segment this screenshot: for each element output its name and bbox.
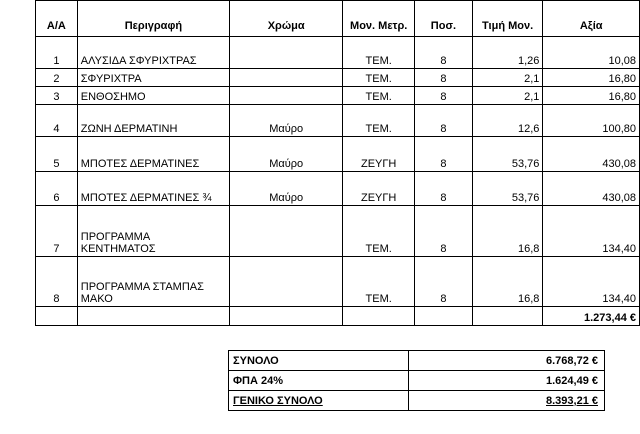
cell-color — [230, 37, 343, 69]
cell-description: ΣΦΥΡΙΧΤΡΑ — [77, 69, 229, 87]
description-line-2: ΚΕΝΤΗΜΑΤΟΣ — [80, 243, 156, 255]
cell-price: 1,26 — [472, 37, 543, 69]
cell-description — [77, 206, 229, 257]
cell-description: ΖΩΝΗ ΔΕΡΜΑΤΙΝΗ — [77, 105, 229, 137]
header-unit: Μον. Μετρ. — [343, 1, 415, 37]
cell-color — [230, 69, 343, 87]
cell-description — [77, 257, 229, 307]
cell-description: ΑΛΥΣΙΔΑ ΣΦΥΡΙΧΤΡΑΣ — [77, 37, 229, 69]
cell-qty: 8 — [415, 257, 473, 307]
total-empty-cell — [230, 307, 343, 326]
cell-unit: ΤΕΜ. — [343, 87, 415, 105]
subtotal-value: 6.768,72 € — [409, 351, 605, 371]
cell-color: Μαύρο — [230, 172, 343, 206]
cell-qty: 8 — [415, 172, 473, 206]
cell-price: 2,1 — [472, 69, 543, 87]
header-row — [36, 1, 640, 37]
header-description: Περιγραφή — [77, 1, 229, 37]
summary-row-vat — [229, 371, 605, 391]
header-price: Τιμή Μον. — [472, 1, 543, 37]
cell-qty: 8 — [415, 87, 473, 105]
total-empty-cell — [36, 307, 78, 326]
cell-aa: 1 — [36, 37, 78, 69]
total-row — [36, 307, 640, 326]
cell-qty: 8 — [415, 69, 473, 87]
cell-unit: ΤΕΜ. — [343, 37, 415, 69]
cell-price: 16,8 — [472, 206, 543, 257]
cell-color — [230, 257, 343, 307]
table-row — [36, 87, 640, 105]
cell-qty: 8 — [415, 105, 473, 137]
cell-qty: 8 — [415, 37, 473, 69]
table-row — [36, 257, 640, 307]
total-empty-cell — [472, 307, 543, 326]
cell-price: 16,8 — [472, 257, 543, 307]
cell-unit: ΤΕΜ. — [343, 257, 415, 307]
cell-value: 134,40 — [543, 206, 640, 257]
cell-aa: 3 — [36, 87, 78, 105]
cell-value: 16,80 — [543, 69, 640, 87]
cell-value: 430,08 — [543, 172, 640, 206]
table-row — [36, 105, 640, 137]
cell-color: Μαύρο — [230, 105, 343, 137]
cell-aa: 2 — [36, 69, 78, 87]
table-row — [36, 37, 640, 69]
cell-qty: 8 — [415, 206, 473, 257]
cell-unit: ΖΕΥΓΗ — [343, 172, 415, 206]
table-total-value: 1.273,44 € — [543, 307, 640, 326]
cell-description: ΕΝΘΟΣΗΜΟ — [77, 87, 229, 105]
grand-total-value: 8.393,21 € — [409, 391, 605, 411]
table-row — [36, 69, 640, 87]
total-empty-cell — [343, 307, 415, 326]
items-table — [35, 0, 640, 326]
description-line-2: ΜΑΚΟ — [80, 293, 113, 305]
cell-value: 100,80 — [543, 105, 640, 137]
table-row — [36, 137, 640, 172]
table-row — [36, 206, 640, 257]
table-row — [36, 172, 640, 206]
vat-label: ΦΠΑ 24% — [229, 371, 409, 391]
header-qty: Ποσ. — [415, 1, 473, 37]
total-empty-cell — [77, 307, 229, 326]
vat-value: 1.624,49 € — [409, 371, 605, 391]
cell-color: Μαύρο — [230, 137, 343, 172]
cell-price: 2,1 — [472, 87, 543, 105]
grand-total-label: ΓΕΝΙΚΟ ΣΥΝΟΛΟ — [229, 391, 409, 411]
header-value: Αξία — [543, 1, 640, 37]
cell-value: 10,08 — [543, 37, 640, 69]
description-line-1: ΠΡΟΓΡΑΜΜΑ — [80, 231, 151, 243]
cell-color — [230, 206, 343, 257]
cell-unit: ΖΕΥΓΗ — [343, 137, 415, 172]
cell-price: 12,6 — [472, 105, 543, 137]
cell-value: 430,08 — [543, 137, 640, 172]
cell-aa: 4 — [36, 105, 78, 137]
cell-description: ΜΠΟΤΕΣ ΔΕΡΜΑΤΙΝΕΣ — [77, 137, 229, 172]
cell-aa: 5 — [36, 137, 78, 172]
cell-qty: 8 — [415, 137, 473, 172]
cell-aa: 7 — [36, 206, 78, 257]
cell-description: ΜΠΟΤΕΣ ΔΕΡΜΑΤΙΝΕΣ ¾ — [77, 172, 229, 206]
cell-color — [230, 87, 343, 105]
header-aa: Α/Α — [36, 1, 78, 37]
header-color: Χρώμα — [230, 1, 343, 37]
summary-row-grand-total — [229, 391, 605, 411]
subtotal-label: ΣΥΝΟΛΟ — [229, 351, 409, 371]
total-empty-cell — [415, 307, 473, 326]
cell-price: 53,76 — [472, 172, 543, 206]
summary-table — [228, 350, 605, 411]
description-line-1: ΠΡΟΓΡΑΜΜΑ ΣΤΑΜΠΑΣ — [80, 281, 204, 293]
cell-value: 134,40 — [543, 257, 640, 307]
cell-unit: ΤΕΜ. — [343, 206, 415, 257]
cell-value: 16,80 — [543, 87, 640, 105]
cell-aa: 6 — [36, 172, 78, 206]
summary-row-subtotal — [229, 351, 605, 371]
cell-unit: ΤΕΜ. — [343, 105, 415, 137]
cell-unit: ΤΕΜ. — [343, 69, 415, 87]
cell-price: 53,76 — [472, 137, 543, 172]
cell-aa: 8 — [36, 257, 78, 307]
